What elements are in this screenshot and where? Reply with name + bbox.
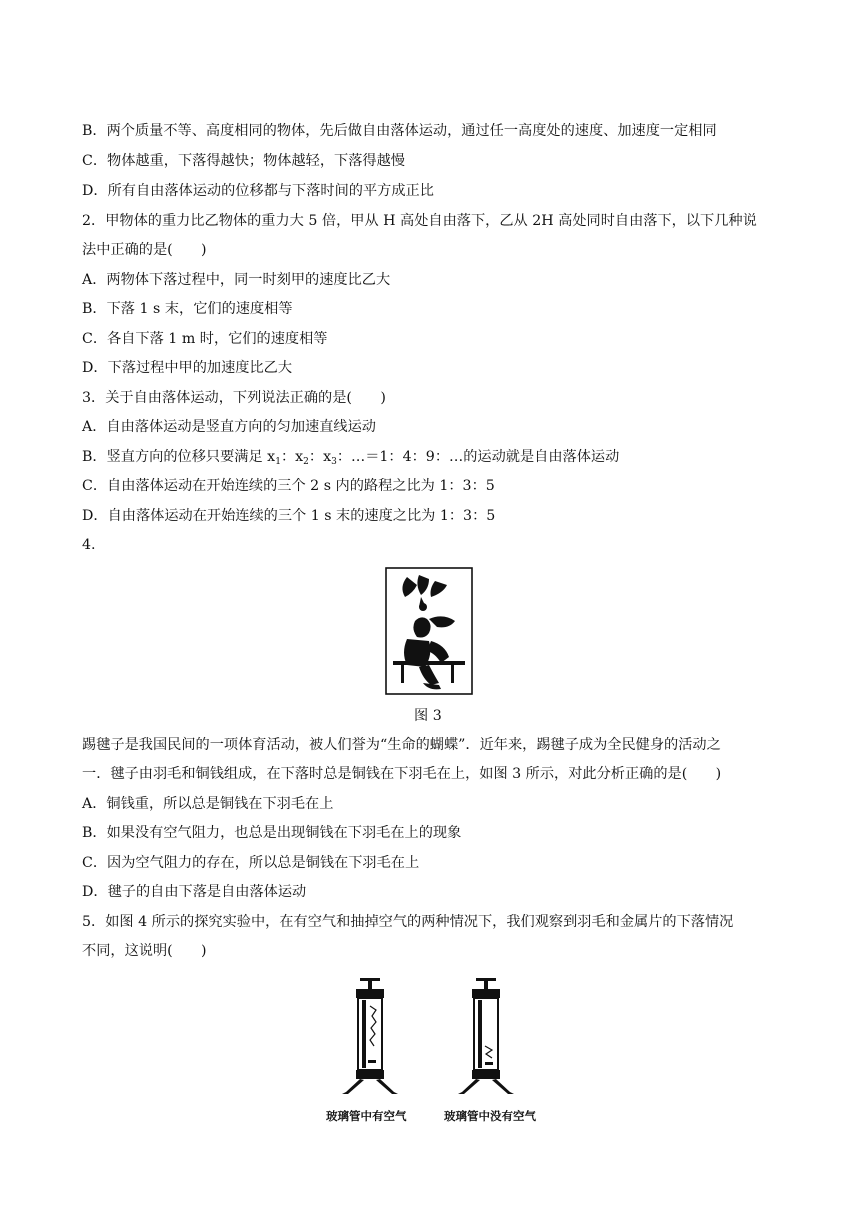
tube-without-air-label: 玻璃管中没有空气 bbox=[444, 1109, 536, 1123]
q3-option-a: A．自由落体运动是竖直方向的匀加速直线运动 bbox=[82, 419, 376, 435]
q2-stem-line2: 法中正确的是( ) bbox=[82, 242, 207, 258]
q3-option-b-text: B．竖直方向的位移只要满足 x bbox=[82, 449, 276, 465]
q4-stem-line1: 踢毽子是我国民间的一项体育活动，被人们誉为“生命的蝴蝶”．近年来，踢毽子成为全民健身的活动之 bbox=[82, 737, 721, 753]
q5-stem-line2: 不同，这说明( ) bbox=[82, 943, 207, 959]
tube-with-air-label: 玻璃管中有空气 bbox=[326, 1109, 407, 1123]
q5-stem-line1: 5．如图 4 所示的探究实验中，在有空气和抽掉空气的两种情况下，我们观察到羽毛和金属片的下落情况 bbox=[82, 914, 734, 930]
figure-4-tube-without-air bbox=[454, 976, 518, 1098]
q3-option-b-tail: ：…＝1：4：9：…的运动就是自由落体运动 bbox=[336, 449, 620, 465]
q2-option-a: A．两物体下落过程中，同一时刻甲的速度比乙大 bbox=[82, 272, 391, 288]
q1-option-c: C．物体越重，下落得越快；物体越轻，下落得越慢 bbox=[82, 153, 405, 169]
q4-option-a: A．铜钱重，所以总是铜钱在下羽毛在上 bbox=[82, 796, 334, 812]
q3-stem: 3．关于自由落体运动，下列说法正确的是( ) bbox=[82, 390, 386, 406]
q2-option-b: B．下落 1 s 末，它们的速度相等 bbox=[82, 301, 293, 317]
q3-option-c: C．自由落体运动在开始连续的三个 2 s 内的路程之比为 1：3：5 bbox=[82, 478, 495, 494]
q4-stem-line2: 一．毽子由羽毛和铜钱组成，在下落时总是铜钱在下羽毛在上，如图 3 所示，对此分析正确的是( ) bbox=[82, 766, 722, 782]
q4-option-d: D．毽子的自由下落是自由落体运动 bbox=[82, 884, 307, 900]
q2-option-d: D．下落过程中甲的加速度比乙大 bbox=[82, 360, 293, 376]
q2-stem-line1: 2．甲物体的重力比乙物体的重力大 5 倍，甲从 H 高处自由落下，乙从 2H 高处同时自由落下，以下几种说 bbox=[82, 213, 757, 229]
figure-4-tube-with-air bbox=[338, 976, 402, 1098]
q3-option-b bbox=[82, 447, 782, 472]
q4-option-b: B．如果没有空气阻力，也总是出现铜钱在下羽毛在上的现象 bbox=[82, 825, 462, 841]
subscript-2: 2 bbox=[303, 457, 309, 467]
q4-option-c: C．因为空气阻力的存在，所以总是铜钱在下羽毛在上 bbox=[82, 855, 420, 871]
q3-option-b-sep2: ：x bbox=[308, 449, 332, 465]
q3-option-b-sep1: ：x bbox=[280, 449, 304, 465]
q1-option-b: B．两个质量不等、高度相同的物体，先后做自由落体运动，通过任一高度处的速度、加速度一定相同 bbox=[82, 123, 717, 139]
subscript-1: 1 bbox=[275, 457, 281, 467]
figure-3-shuttlecock bbox=[385, 567, 473, 695]
q1-option-d: D．所有自由落体运动的位移都与下落时间的平方成正比 bbox=[82, 183, 434, 199]
q4-number: 4. bbox=[82, 537, 96, 553]
q3-option-d: D．自由落体运动在开始连续的三个 1 s 末的速度之比为 1：3：5 bbox=[82, 508, 496, 524]
q2-option-c: C．各自下落 1 m 时，它们的速度相等 bbox=[82, 331, 328, 347]
figure-3-caption: 图 3 bbox=[414, 708, 442, 724]
subscript-3: 3 bbox=[331, 457, 337, 467]
